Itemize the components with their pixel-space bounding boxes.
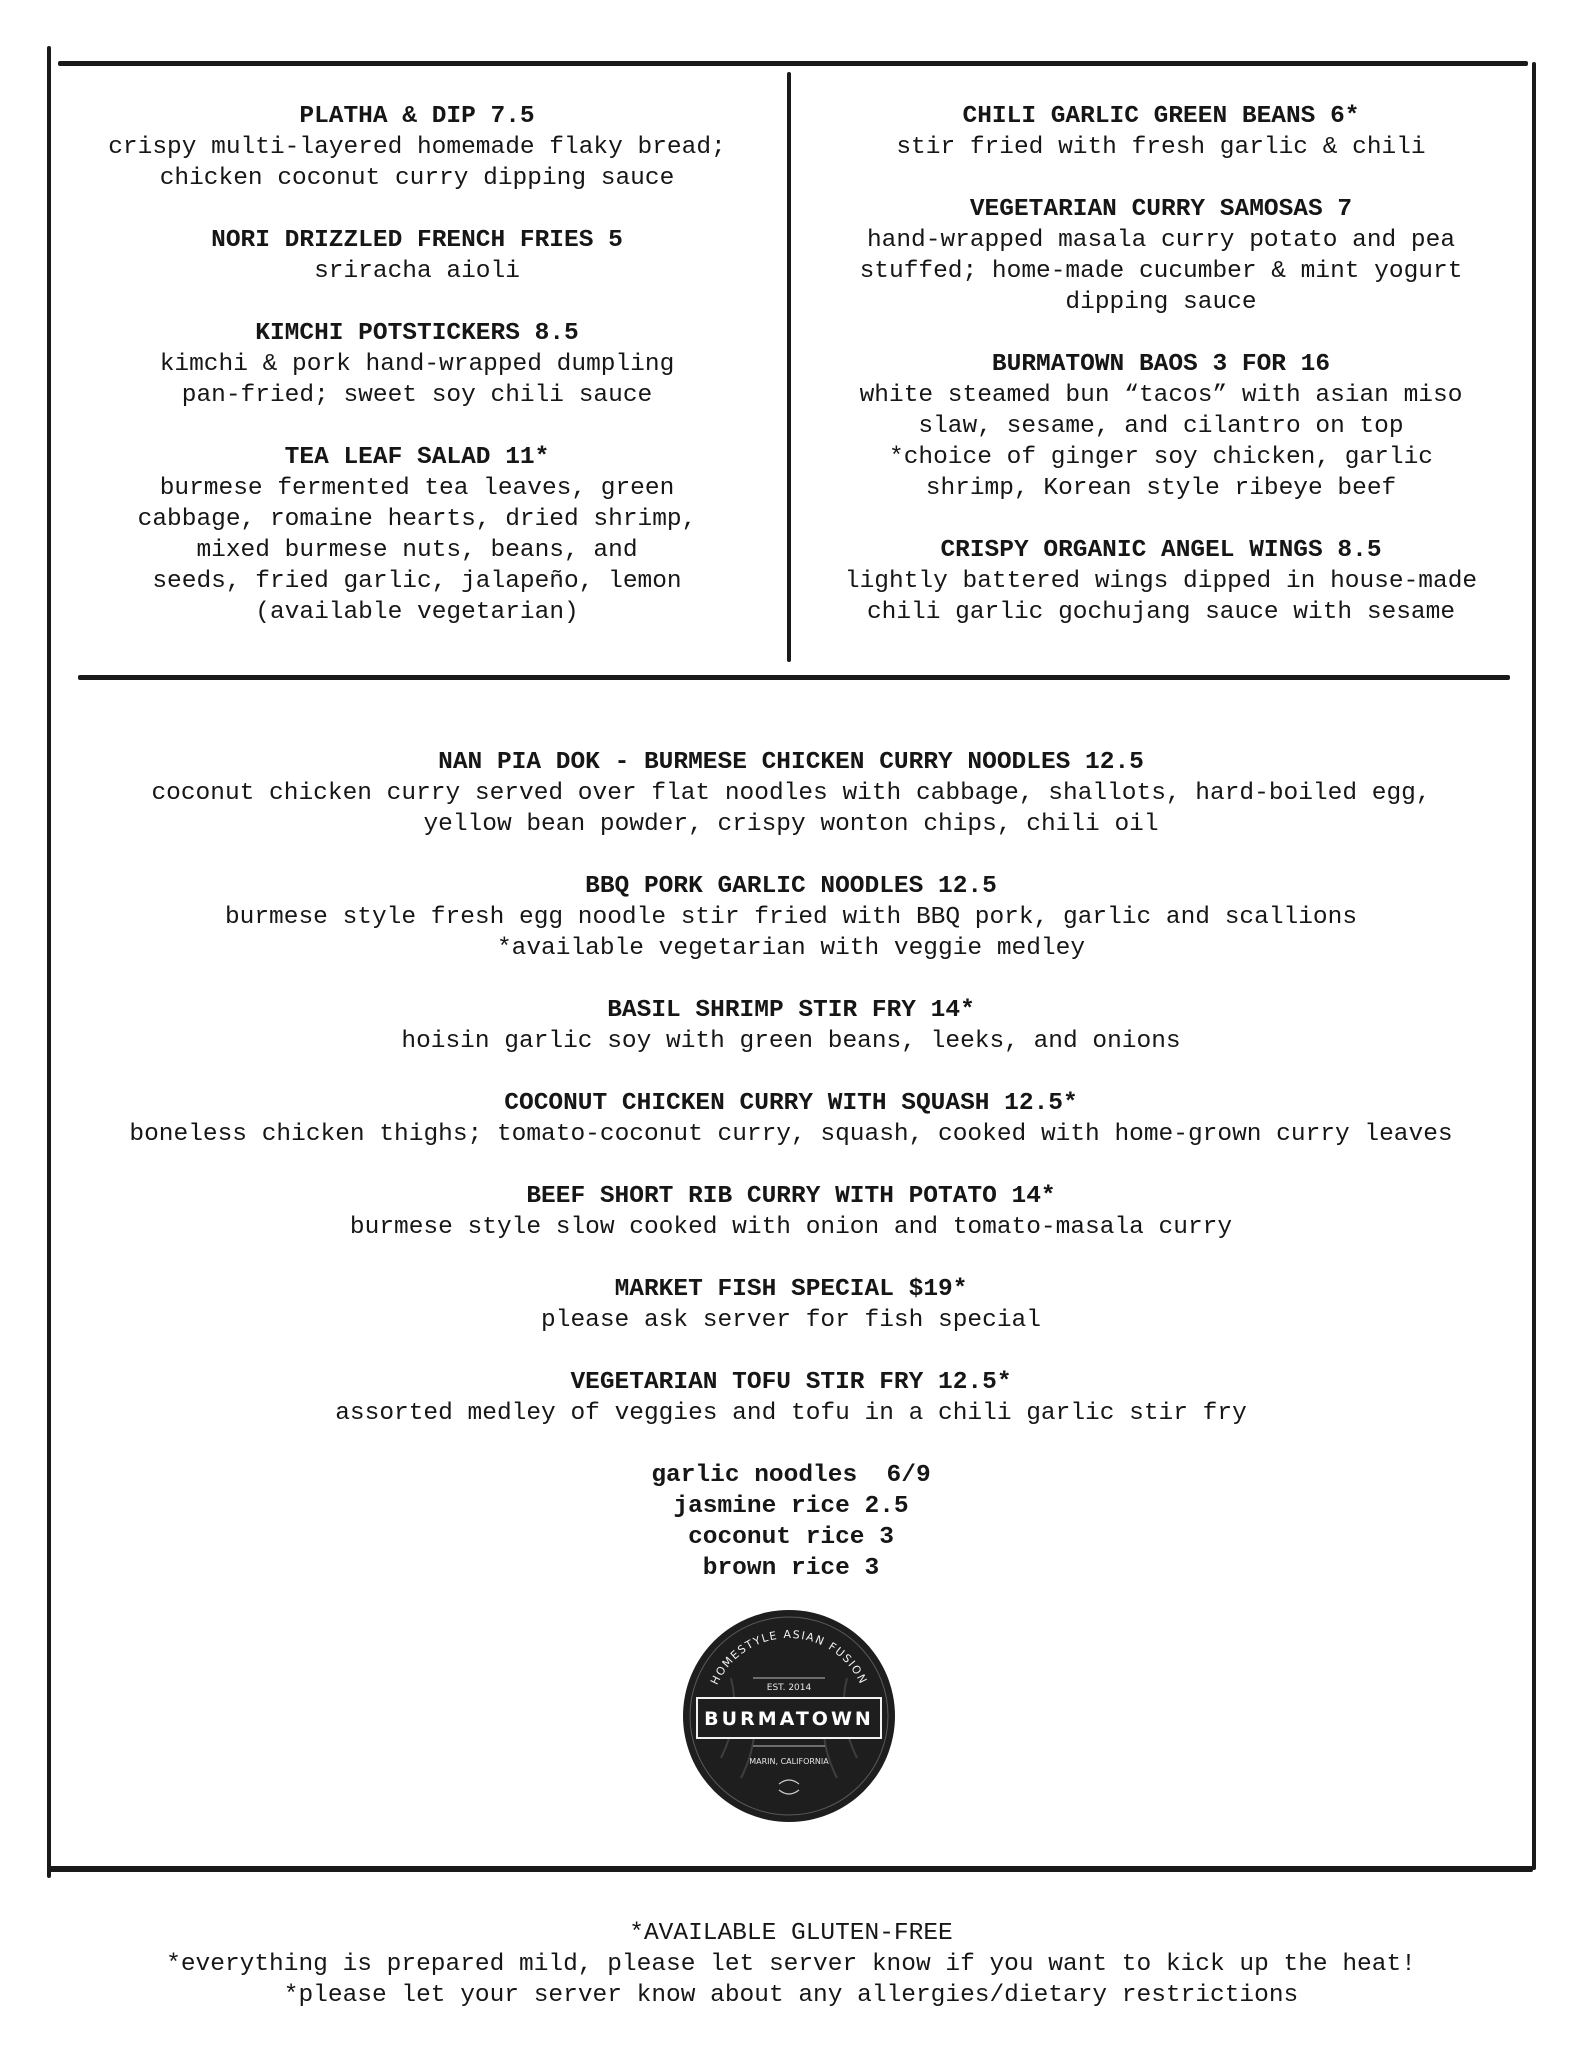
menu-item: [56, 442, 778, 628]
item-description: boneless chicken thighs; tomato-coconut curry, squash, cooked with home-grown curry leaves: [129, 1121, 1453, 1148]
item-description: sriracha aioli: [314, 258, 520, 285]
menu-item: [56, 1181, 1526, 1243]
menu-item: [56, 871, 1526, 964]
menu-item: [56, 747, 1526, 840]
item-description: lightly battered wings dipped in house-made chili garlic gochujang sauce with sesame: [844, 568, 1478, 626]
logo-est: EST. 2014: [766, 1683, 812, 1693]
menu-item: [56, 1274, 1526, 1336]
item-description: burmese style slow cooked with onion and tomato-masala curry: [349, 1214, 1233, 1241]
menu-item: [56, 101, 778, 194]
item-name: NAN PIA DOK - BURMESE CHICKEN CURRY NOODLES 12.5: [438, 749, 1144, 776]
item-description: assorted medley of veggies and tofu in a chili garlic stir fry: [335, 1400, 1247, 1427]
item-description: burmese fermented tea leaves, green cabbage, romaine hearts, dried shrimp, mixed burmese nuts, beans, and seeds, fried garlic, jalapeño, lemon (available vegetarian): [137, 475, 697, 626]
item-description: please ask server for fish special: [541, 1307, 1041, 1334]
item-name: KIMCHI POTSTICKERS 8.5: [255, 320, 579, 347]
item-name: VEGETARIAN TOFU STIR FRY 12.5*: [570, 1369, 1012, 1396]
item-name: BURMATOWN BAOS 3 FOR 16: [991, 351, 1331, 378]
logo-name: BURMATOWN: [704, 1708, 874, 1730]
item-name: MARKET FISH SPECIAL $19*: [614, 1276, 968, 1303]
bottom-border: [47, 1866, 1533, 1872]
right-border: [1532, 62, 1536, 1870]
item-description: coconut chicken curry served over flat noodles with cabbage, shallots, hard-boiled egg, yellow bean powder, crispy wonton chips, chili oil: [151, 780, 1431, 838]
logo-arc-text: HOMESTYLE ASIAN FUSION: [708, 1627, 870, 1687]
item-description: kimchi & pork hand-wrapped dumpling pan-fried; sweet soy chili sauce: [159, 351, 675, 409]
menu-item: [56, 995, 1526, 1057]
side-item: coconut rice 3: [688, 1524, 894, 1551]
item-description: burmese style fresh egg noodle stir fried with BBQ pork, garlic and scallions *available vegetarian with veggie medley: [224, 904, 1358, 962]
side-item: jasmine rice 2.5: [673, 1493, 909, 1520]
menu-item: [56, 1367, 1526, 1429]
burmatown-logo: [681, 1608, 897, 1824]
mains-section: [56, 747, 1526, 1584]
sides-list: [56, 1460, 1526, 1584]
footer-notes: [0, 1918, 1582, 2011]
side-item: brown rice 3: [702, 1555, 880, 1582]
logo-location: MARIN, CALIFORNIA: [749, 1757, 829, 1766]
item-name: BASIL SHRIMP STIR FRY 14*: [607, 997, 975, 1024]
menu-item: [800, 194, 1522, 318]
item-name: BBQ PORK GARLIC NOODLES 12.5: [585, 873, 997, 900]
item-description: stir fried with fresh garlic & chili: [896, 134, 1426, 161]
item-name: BEEF SHORT RIB CURRY WITH POTATO 14*: [526, 1183, 1056, 1210]
section-divider: [78, 675, 1510, 680]
item-name: CRISPY ORGANIC ANGEL WINGS 8.5: [940, 537, 1382, 564]
footer-line: *AVAILABLE GLUTEN-FREE: [629, 1920, 953, 1947]
menu-item: [800, 101, 1522, 163]
menu-item: [800, 349, 1522, 504]
item-name: COCONUT CHICKEN CURRY WITH SQUASH 12.5*: [504, 1090, 1078, 1117]
appetizers-left-column: [56, 101, 778, 659]
item-name: NORI DRIZZLED FRENCH FRIES 5: [211, 227, 623, 254]
menu-item: [56, 225, 778, 287]
menu-item: [800, 535, 1522, 628]
item-description: white steamed bun “tacos” with asian miso slaw, sesame, and cilantro on top *choice of ginger soy chicken, garlic shrimp, Korean style ribeye beef: [859, 382, 1463, 502]
item-name: CHILI GARLIC GREEN BEANS 6*: [962, 103, 1360, 130]
item-description: hoisin garlic soy with green beans, leeks, and onions: [401, 1028, 1181, 1055]
footer-line: *please let your server know about any allergies/dietary restrictions: [283, 1982, 1299, 2009]
item-name: PLATHA & DIP 7.5: [299, 103, 535, 130]
item-description: hand-wrapped masala curry potato and pea stuffed; home-made cucumber & mint yogurt dipping sauce: [859, 227, 1463, 316]
footer-line: *everything is prepared mild, please let server know if you want to kick up the heat!: [166, 1951, 1416, 1978]
left-border: [47, 46, 51, 1878]
top-border: [58, 61, 1528, 66]
column-divider: [787, 72, 791, 662]
item-name: TEA LEAF SALAD 11*: [284, 444, 550, 471]
side-item: garlic noodles 6/9: [651, 1462, 931, 1489]
menu-item: [56, 318, 778, 411]
item-description: crispy multi-layered homemade flaky bread; chicken coconut curry dipping sauce: [108, 134, 726, 192]
item-name: VEGETARIAN CURRY SAMOSAS 7: [969, 196, 1353, 223]
appetizers-right-column: [800, 101, 1522, 659]
menu-item: [56, 1088, 1526, 1150]
